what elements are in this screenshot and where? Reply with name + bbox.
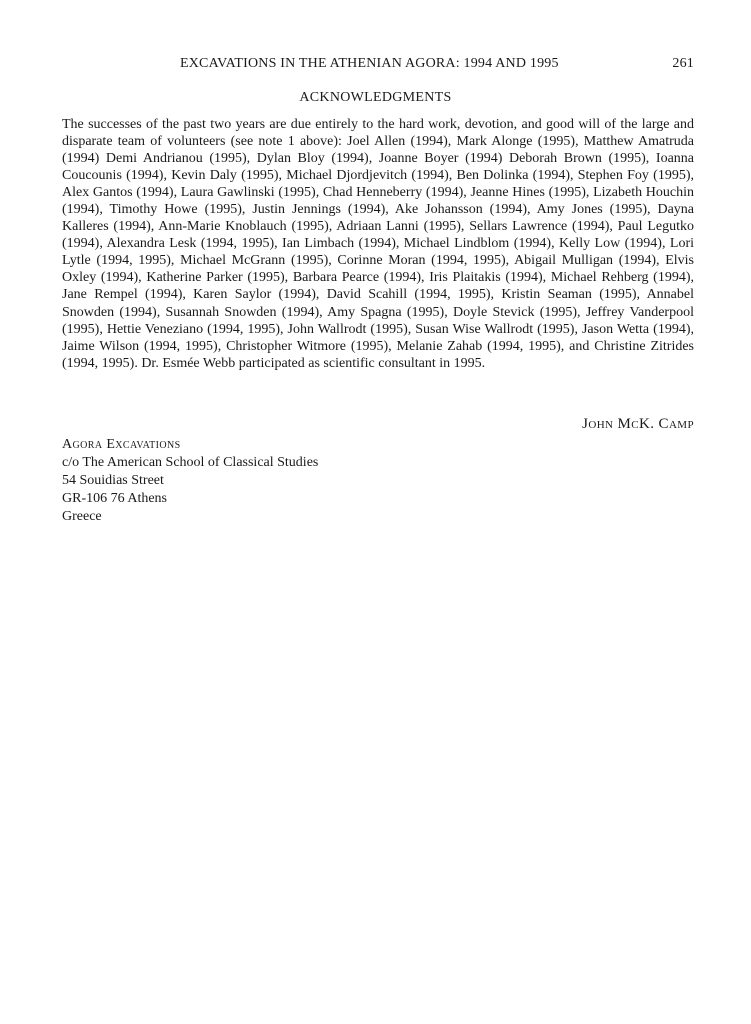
- address-institution: Agora Excavations: [62, 437, 181, 452]
- address-line-3: GR-106 76 Athens: [62, 491, 167, 506]
- running-title: EXCAVATIONS IN THE ATHENIAN AGORA: 1994 AND 1995: [180, 56, 559, 71]
- section-heading: ACKNOWLEDGMENTS: [299, 90, 452, 105]
- acknowledgments-paragraph: The successes of the past two years are due entirely to the hard work, devotion, and good will of the large and disparate team of volunteers (see note 1 above): Joel Allen (1994), Mark Alonge (1995), Matthew Amatruda (1994) Demi Andrianou (1995), Dylan Bloy (1994), Joanne Boyer (1994) Deborah Brown (1995), Ioanna Coucounis (1994), Kevin Daly (1995), Michael Djordjevitch (1994), Ben Dolinka (1994), Stephen Foy (1995), Alex Gantos (1994), Laura Gawlinski (1995), Chad Henneberry (1994), Jeanne Hines (1995), Lizabeth Houchin (1994), Timothy Howe (1995), Justin Jennings (1994), Ake Johansson (1994), Amy Jones (1995), Dayna Kalleres (1994), Ann-Marie Knoblauch (1995), Adriaan Lanni (1995), Sellars Lawrence (1994), Paul Legutko (1994), Alexandra Lesk (1994, 1995), Ian Limbach (1994), Michael Lindblom (1994), Kelly Low (1994), Lori Lytle (1994, 1995), Michael McGrann (1995), Corinne Moran (1994, 1995), Abigail Mulligan (1994), Elvis Oxley (1994), Katherine Parker (1995), Barbara Pearce (1994), Iris Plaitakis (1994), Michael Rehberg (1994), Jane Rempel (1994), Karen Saylor (1994), David Scahill (1994, 1995), Kristin Seaman (1995), Annabel Snowden (1994), Susannah Snowden (1994), Amy Spagna (1995), Doyle Stevick (1995), Jeffrey Vanderpool (1995), Hettie Veneziano (1994, 1995), John Wallrodt (1995), Susan Wise Wallrodt (1995), Jason Wetta (1994), Jaime Wilson (1994, 1995), Christopher Witmore (1995), Melanie Zahab (1994, 1995), and Christine Zitrides (1994, 1995). Dr. Esmée Webb participated as scientific consultant in 1995.: [62, 117, 694, 371]
- running-header: [62, 56, 694, 76]
- address-line-2: 54 Souidias Street: [62, 473, 164, 488]
- address-line-1: c/o The American School of Classical Studies: [62, 455, 319, 470]
- author-signature: John McK. Camp: [582, 416, 694, 432]
- page-number: 261: [672, 56, 694, 71]
- author-address: [62, 436, 318, 526]
- address-line-4: Greece: [62, 509, 102, 524]
